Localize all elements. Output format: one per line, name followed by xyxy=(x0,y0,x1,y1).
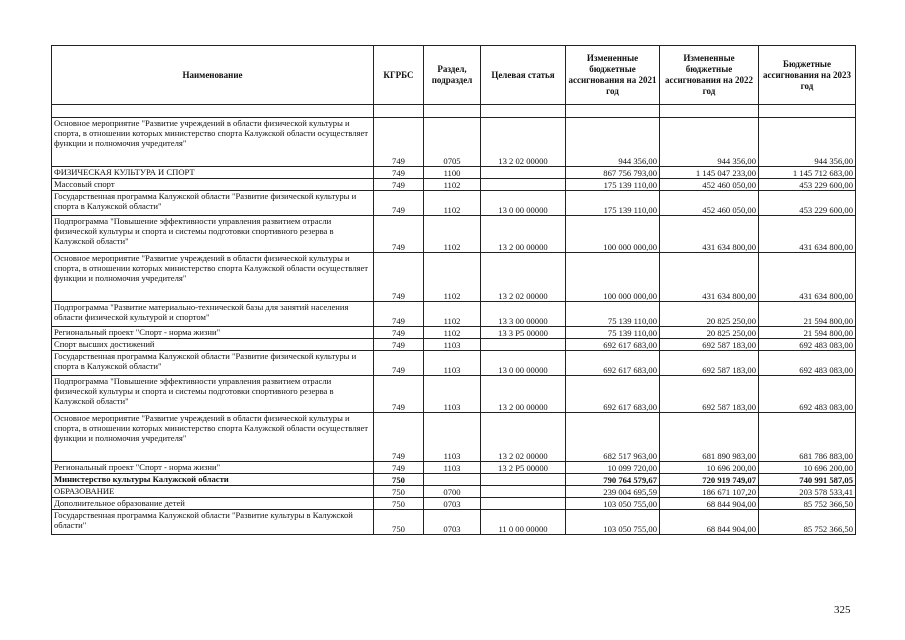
row-2023: 431 634 800,00 xyxy=(759,253,856,302)
row-2023: 21 594 800,00 xyxy=(759,327,856,339)
row-name: Подпрограмма "Повышение эффективности управления развитием отрасли физической культуры и спорта и системы подготовки спортивного резерва в Калужской области" xyxy=(52,216,374,253)
row-target: 13 2 00 00000 xyxy=(481,216,566,253)
table-row xyxy=(52,339,856,351)
row-target xyxy=(481,474,566,486)
row-kgrbs: 749 xyxy=(374,413,424,462)
row-section: 1103 xyxy=(424,376,481,413)
row-2022: 720 919 749,07 xyxy=(660,474,759,486)
row-section: 1100 xyxy=(424,167,481,179)
row-2022: 944 356,00 xyxy=(660,118,759,167)
row-name: ФИЗИЧЕСКАЯ КУЛЬТУРА И СПОРТ xyxy=(52,167,374,179)
row-2021: 75 139 110,00 xyxy=(566,302,660,327)
row-section: 1103 xyxy=(424,351,481,376)
row-2021: 944 356,00 xyxy=(566,118,660,167)
table-row xyxy=(52,179,856,191)
row-2023: 85 752 366,50 xyxy=(759,510,856,535)
row-2022: 452 460 050,00 xyxy=(660,179,759,191)
row-target: 13 0 00 00000 xyxy=(481,191,566,216)
row-target xyxy=(481,498,566,510)
row-target: 13 3 00 00000 xyxy=(481,302,566,327)
row-2023: 944 356,00 xyxy=(759,118,856,167)
row-kgrbs: 749 xyxy=(374,302,424,327)
row-2022: 692 587 183,00 xyxy=(660,339,759,351)
table-row xyxy=(52,167,856,179)
page-number: 325 xyxy=(834,604,851,616)
row-2022: 10 696 200,00 xyxy=(660,462,759,474)
row-name: Подпрограмма "Развитие материально-технической базы для занятий населения области физической культурой и спортом" xyxy=(52,302,374,327)
row-kgrbs: 749 xyxy=(374,462,424,474)
row-2022: 692 587 183,00 xyxy=(660,376,759,413)
row-target: 11 0 00 00000 xyxy=(481,510,566,535)
row-name: Государственная программа Калужской области "Развитие культуры в Калужской области" xyxy=(52,510,374,535)
row-2021: 10 099 720,00 xyxy=(566,462,660,474)
row-2023: 203 578 533,41 xyxy=(759,486,856,498)
row-2023: 1 145 712 683,00 xyxy=(759,167,856,179)
table-row xyxy=(52,486,856,498)
row-2022: 431 634 800,00 xyxy=(660,253,759,302)
row-2022: 68 844 904,00 xyxy=(660,498,759,510)
row-2021: 682 517 963,00 xyxy=(566,413,660,462)
row-name: Министерство культуры Калужской области xyxy=(52,474,374,486)
row-target: 13 2 02 00000 xyxy=(481,253,566,302)
row-kgrbs: 750 xyxy=(374,498,424,510)
row-kgrbs: 749 xyxy=(374,339,424,351)
row-2021: 100 000 000,00 xyxy=(566,253,660,302)
row-2021: 175 139 110,00 xyxy=(566,191,660,216)
row-2021: 75 139 110,00 xyxy=(566,327,660,339)
row-2021: 103 050 755,00 xyxy=(566,498,660,510)
table-row xyxy=(52,498,856,510)
row-kgrbs: 749 xyxy=(374,179,424,191)
table-row xyxy=(52,474,856,486)
row-2021: 692 617 683,00 xyxy=(566,376,660,413)
table-row xyxy=(52,462,856,474)
row-section: 1102 xyxy=(424,327,481,339)
row-target xyxy=(481,179,566,191)
table-row xyxy=(52,351,856,376)
table-row xyxy=(52,327,856,339)
row-kgrbs: 749 xyxy=(374,351,424,376)
row-name: Дополнительное образование детей xyxy=(52,498,374,510)
row-target: 13 3 P5 00000 xyxy=(481,327,566,339)
row-kgrbs: 749 xyxy=(374,191,424,216)
header-row xyxy=(52,46,856,105)
row-kgrbs: 749 xyxy=(374,376,424,413)
header-2022: Измененные бюджетные ассигнования на 2022 год xyxy=(660,46,759,105)
row-section: 0705 xyxy=(424,118,481,167)
row-kgrbs: 750 xyxy=(374,474,424,486)
row-kgrbs: 749 xyxy=(374,118,424,167)
row-2022: 68 844 904,00 xyxy=(660,510,759,535)
spacer-row xyxy=(52,105,856,118)
row-name: Государственная программа Калужской области "Развитие физической культуры и спорта в Калужской области" xyxy=(52,191,374,216)
row-2023: 692 483 083,00 xyxy=(759,339,856,351)
row-section: 1103 xyxy=(424,413,481,462)
row-name: Основное мероприятие "Развитие учреждений в области физической культуры и спорта, в отношении которых министерство спорта Калужской области осуществляет функции и полномочия учредителя" xyxy=(52,118,374,167)
row-name: Массовый спорт xyxy=(52,179,374,191)
row-section: 1102 xyxy=(424,191,481,216)
table-body xyxy=(52,105,856,535)
row-2023: 453 229 600,00 xyxy=(759,179,856,191)
row-target: 13 2 02 00000 xyxy=(481,413,566,462)
row-section: 1102 xyxy=(424,216,481,253)
row-name: ОБРАЗОВАНИЕ xyxy=(52,486,374,498)
row-name: Региональный проект "Спорт - норма жизни" xyxy=(52,327,374,339)
row-2023: 10 696 200,00 xyxy=(759,462,856,474)
header-section: Раздел, подраздел xyxy=(424,46,481,105)
header-target: Целевая статья xyxy=(481,46,566,105)
row-target xyxy=(481,167,566,179)
row-name: Региональный проект "Спорт - норма жизни" xyxy=(52,462,374,474)
table-row xyxy=(52,191,856,216)
table-row xyxy=(52,376,856,413)
table-row xyxy=(52,253,856,302)
row-2021: 175 139 110,00 xyxy=(566,179,660,191)
row-name: Подпрограмма "Повышение эффективности управления развитием отрасли физической культуры и спорта и системы подготовки спортивного резерва в Калужской области" xyxy=(52,376,374,413)
row-section: 1102 xyxy=(424,179,481,191)
row-target: 13 2 02 00000 xyxy=(481,118,566,167)
row-section: 1103 xyxy=(424,339,481,351)
row-kgrbs: 749 xyxy=(374,167,424,179)
row-section xyxy=(424,474,481,486)
row-2023: 85 752 366,50 xyxy=(759,498,856,510)
row-2023: 692 483 083,00 xyxy=(759,351,856,376)
header-kgrbs: КГРБС xyxy=(374,46,424,105)
row-kgrbs: 750 xyxy=(374,486,424,498)
row-2021: 867 756 793,00 xyxy=(566,167,660,179)
row-name: Основное мероприятие "Развитие учреждений в области физической культуры и спорта, в отношении которых министерство спорта Калужской области осуществляет функции и полномочия учредителя" xyxy=(52,413,374,462)
table-row xyxy=(52,302,856,327)
row-2021: 100 000 000,00 xyxy=(566,216,660,253)
row-2022: 692 587 183,00 xyxy=(660,351,759,376)
header-2021: Измененные бюджетные ассигнования на 2021 год xyxy=(566,46,660,105)
row-2023: 431 634 800,00 xyxy=(759,216,856,253)
row-target: 13 2 P5 00000 xyxy=(481,462,566,474)
table-row xyxy=(52,216,856,253)
row-section: 1103 xyxy=(424,462,481,474)
row-kgrbs: 750 xyxy=(374,510,424,535)
row-kgrbs: 749 xyxy=(374,253,424,302)
budget-table xyxy=(51,45,856,535)
row-section: 1102 xyxy=(424,302,481,327)
row-name: Основное мероприятие "Развитие учреждений в области физической культуры и спорта, в отношении которых министерство спорта Калужской области осуществляет функции и полномочия учредителя" xyxy=(52,253,374,302)
row-target xyxy=(481,339,566,351)
row-target: 13 0 00 00000 xyxy=(481,351,566,376)
row-2022: 681 890 983,00 xyxy=(660,413,759,462)
row-2023: 692 483 083,00 xyxy=(759,376,856,413)
row-2022: 20 825 250,00 xyxy=(660,327,759,339)
row-section: 0703 xyxy=(424,498,481,510)
row-target xyxy=(481,486,566,498)
row-kgrbs: 749 xyxy=(374,327,424,339)
table-row xyxy=(52,413,856,462)
row-2022: 1 145 047 233,00 xyxy=(660,167,759,179)
row-section: 1102 xyxy=(424,253,481,302)
row-2023: 740 991 587,05 xyxy=(759,474,856,486)
row-2021: 692 617 683,00 xyxy=(566,339,660,351)
row-2022: 20 825 250,00 xyxy=(660,302,759,327)
header-name: Наименование xyxy=(52,46,374,105)
row-section: 0700 xyxy=(424,486,481,498)
table-row xyxy=(52,118,856,167)
row-2021: 103 050 755,00 xyxy=(566,510,660,535)
row-2023: 453 229 600,00 xyxy=(759,191,856,216)
row-2022: 431 634 800,00 xyxy=(660,216,759,253)
header-2023: Бюджетные ассигнования на 2023 год xyxy=(759,46,856,105)
row-2022: 186 671 107,20 xyxy=(660,486,759,498)
table-row xyxy=(52,510,856,535)
row-2022: 452 460 050,00 xyxy=(660,191,759,216)
row-2021: 790 764 579,67 xyxy=(566,474,660,486)
row-2021: 239 004 695,59 xyxy=(566,486,660,498)
row-section: 0703 xyxy=(424,510,481,535)
row-name: Спорт высших достижений xyxy=(52,339,374,351)
row-2023: 21 594 800,00 xyxy=(759,302,856,327)
row-target: 13 2 00 00000 xyxy=(481,376,566,413)
row-kgrbs: 749 xyxy=(374,216,424,253)
row-2023: 681 786 883,00 xyxy=(759,413,856,462)
row-2021: 692 617 683,00 xyxy=(566,351,660,376)
row-name: Государственная программа Калужской области "Развитие физической культуры и спорта в Калужской области" xyxy=(52,351,374,376)
